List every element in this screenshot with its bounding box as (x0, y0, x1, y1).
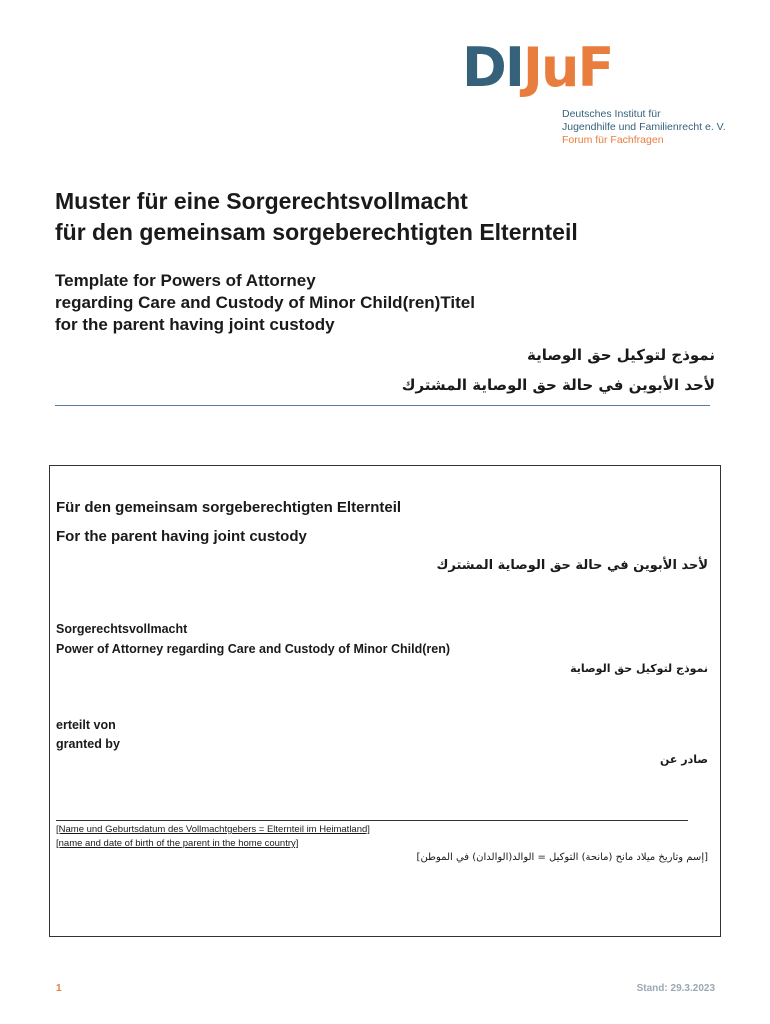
poa-label-english: Power of Attorney regarding Care and Custody of Minor Child(ren) (56, 642, 451, 656)
granted-label-german: erteilt von (56, 718, 116, 732)
logo-subtitle-line1: Deutsches Institut für (562, 108, 661, 120)
logo-subtitle-line2: Jugendhilfe und Familienrecht e. V. (562, 121, 726, 133)
granted-label-arabic: صادر عن (660, 753, 708, 766)
box-heading-english: For the parent having joint custody (56, 528, 307, 545)
title-english-line2: regarding Care and Custody of Minor Child(ren)Titel (55, 293, 475, 312)
logo-wordmark: DIJuF (462, 36, 613, 99)
name-entry-line[interactable] (56, 820, 688, 821)
title-german-line2: für den gemeinsam sorgeberechtigten Elternteil (55, 219, 578, 245)
granted-label-english: granted by (56, 737, 120, 751)
title-english-line1: Template for Powers of Attorney (55, 271, 316, 290)
title-german (55, 186, 578, 248)
document-date: Stand: 29.3.2023 (636, 983, 715, 994)
name-note-english: [name and date of birth of the parent in the home country] (56, 838, 299, 849)
logo-subtitle-line3: Forum für Fachfragen (562, 134, 664, 146)
page-number: 1 (56, 983, 62, 994)
title-german-line1: Muster für eine Sorgerechtsvollmacht (55, 188, 468, 214)
title-arabic-line2: لأحد الأبوين في حالة حق الوصاية المشترك (401, 376, 715, 394)
title-arabic-line1: نموذج لتوكيل حق الوصاية (526, 346, 715, 364)
title-divider (55, 405, 710, 406)
poa-label-arabic: نموذج لتوكيل حق الوصاية (570, 662, 708, 675)
box-heading-german: Für den gemeinsam sorgeberechtigten Elternteil (56, 499, 402, 516)
title-english-line3: for the parent having joint custody (55, 315, 335, 334)
name-note-arabic: [إسم وتاريخ ميلاد مانح (مانحة) التوكيل = الوالد(الوالدان) في الموطن] (416, 852, 708, 863)
poa-label-german: Sorgerechtsvollmacht (56, 622, 188, 636)
title-arabic (402, 340, 715, 400)
name-note-german: [Name und Geburtsdatum des Vollmachtgebers = Elternteil im Heimatland] (56, 824, 370, 835)
dijuf-logo (462, 38, 732, 178)
box-heading-arabic: لأحد الأبوين في حالة حق الوصاية المشترك (436, 558, 708, 573)
title-english (55, 270, 475, 336)
